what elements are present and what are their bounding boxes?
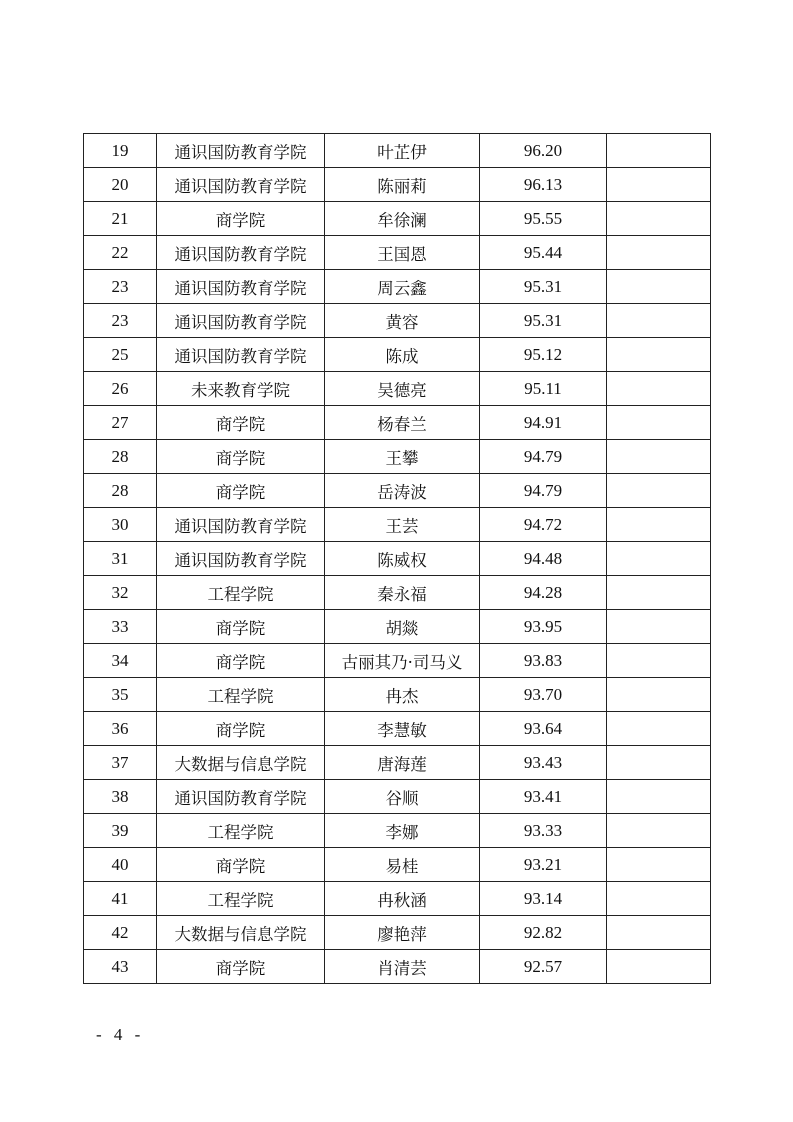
name-cell: 岳涛波 bbox=[325, 474, 480, 508]
table-row bbox=[84, 542, 711, 576]
name-cell: 黄容 bbox=[325, 304, 480, 338]
college-cell: 通识国防教育学院 bbox=[157, 236, 325, 270]
table-row bbox=[84, 610, 711, 644]
score-cell: 95.12 bbox=[480, 338, 607, 372]
name-cell: 周云鑫 bbox=[325, 270, 480, 304]
score-cell: 93.41 bbox=[480, 780, 607, 814]
score-cell: 94.48 bbox=[480, 542, 607, 576]
table-row bbox=[84, 168, 711, 202]
rank-cell: 23 bbox=[84, 270, 157, 304]
table-row bbox=[84, 712, 711, 746]
score-cell: 93.14 bbox=[480, 882, 607, 916]
college-cell: 商学院 bbox=[157, 406, 325, 440]
name-cell: 谷顺 bbox=[325, 780, 480, 814]
college-cell: 商学院 bbox=[157, 950, 325, 984]
score-cell: 94.91 bbox=[480, 406, 607, 440]
score-cell: 95.55 bbox=[480, 202, 607, 236]
rank-cell: 34 bbox=[84, 644, 157, 678]
name-cell: 杨春兰 bbox=[325, 406, 480, 440]
name-cell: 肖清芸 bbox=[325, 950, 480, 984]
score-cell: 94.79 bbox=[480, 474, 607, 508]
name-cell: 冉秋涵 bbox=[325, 882, 480, 916]
name-cell: 王芸 bbox=[325, 508, 480, 542]
note-cell bbox=[607, 474, 711, 508]
college-cell: 商学院 bbox=[157, 440, 325, 474]
table-row bbox=[84, 304, 711, 338]
rank-cell: 41 bbox=[84, 882, 157, 916]
college-cell: 商学院 bbox=[157, 848, 325, 882]
score-cell: 92.57 bbox=[480, 950, 607, 984]
note-cell bbox=[607, 576, 711, 610]
name-cell: 廖艳萍 bbox=[325, 916, 480, 950]
rank-cell: 35 bbox=[84, 678, 157, 712]
score-cell: 92.82 bbox=[480, 916, 607, 950]
name-cell: 秦永福 bbox=[325, 576, 480, 610]
score-cell: 93.95 bbox=[480, 610, 607, 644]
table-row bbox=[84, 780, 711, 814]
name-cell: 陈威权 bbox=[325, 542, 480, 576]
note-cell bbox=[607, 304, 711, 338]
rank-cell: 39 bbox=[84, 814, 157, 848]
college-cell: 大数据与信息学院 bbox=[157, 916, 325, 950]
name-cell: 王国恩 bbox=[325, 236, 480, 270]
score-cell: 93.64 bbox=[480, 712, 607, 746]
note-cell bbox=[607, 508, 711, 542]
score-cell: 94.28 bbox=[480, 576, 607, 610]
rank-cell: 40 bbox=[84, 848, 157, 882]
college-cell: 未来教育学院 bbox=[157, 372, 325, 406]
rank-cell: 32 bbox=[84, 576, 157, 610]
note-cell bbox=[607, 202, 711, 236]
table-row bbox=[84, 916, 711, 950]
name-cell: 李娜 bbox=[325, 814, 480, 848]
note-cell bbox=[607, 134, 711, 168]
rank-cell: 28 bbox=[84, 440, 157, 474]
table-row bbox=[84, 474, 711, 508]
score-cell: 93.33 bbox=[480, 814, 607, 848]
score-cell: 95.31 bbox=[480, 270, 607, 304]
rank-cell: 38 bbox=[84, 780, 157, 814]
rank-cell: 30 bbox=[84, 508, 157, 542]
table-row bbox=[84, 372, 711, 406]
table-row bbox=[84, 134, 711, 168]
table-row bbox=[84, 644, 711, 678]
table-row bbox=[84, 848, 711, 882]
score-cell: 95.44 bbox=[480, 236, 607, 270]
table-row bbox=[84, 202, 711, 236]
note-cell bbox=[607, 746, 711, 780]
name-cell: 冉杰 bbox=[325, 678, 480, 712]
name-cell: 王攀 bbox=[325, 440, 480, 474]
rank-cell: 22 bbox=[84, 236, 157, 270]
table-row bbox=[84, 406, 711, 440]
college-cell: 商学院 bbox=[157, 610, 325, 644]
table-row bbox=[84, 440, 711, 474]
score-cell: 96.20 bbox=[480, 134, 607, 168]
score-cell: 93.70 bbox=[480, 678, 607, 712]
table-row bbox=[84, 338, 711, 372]
college-cell: 商学院 bbox=[157, 644, 325, 678]
college-cell: 商学院 bbox=[157, 202, 325, 236]
note-cell bbox=[607, 950, 711, 984]
table-row bbox=[84, 270, 711, 304]
name-cell: 吴德亮 bbox=[325, 372, 480, 406]
rank-cell: 27 bbox=[84, 406, 157, 440]
rank-cell: 42 bbox=[84, 916, 157, 950]
note-cell bbox=[607, 780, 711, 814]
note-cell bbox=[607, 882, 711, 916]
college-cell: 通识国防教育学院 bbox=[157, 168, 325, 202]
note-cell bbox=[607, 406, 711, 440]
score-cell: 93.83 bbox=[480, 644, 607, 678]
rank-cell: 33 bbox=[84, 610, 157, 644]
name-cell: 易桂 bbox=[325, 848, 480, 882]
name-cell: 陈丽莉 bbox=[325, 168, 480, 202]
name-cell: 李慧敏 bbox=[325, 712, 480, 746]
note-cell bbox=[607, 848, 711, 882]
college-cell: 通识国防教育学院 bbox=[157, 134, 325, 168]
rank-cell: 28 bbox=[84, 474, 157, 508]
table-row bbox=[84, 576, 711, 610]
note-cell bbox=[607, 236, 711, 270]
college-cell: 通识国防教育学院 bbox=[157, 780, 325, 814]
college-cell: 工程学院 bbox=[157, 882, 325, 916]
name-cell: 牟徐澜 bbox=[325, 202, 480, 236]
rank-cell: 31 bbox=[84, 542, 157, 576]
score-cell: 94.79 bbox=[480, 440, 607, 474]
score-cell: 95.31 bbox=[480, 304, 607, 338]
note-cell bbox=[607, 610, 711, 644]
college-cell: 商学院 bbox=[157, 474, 325, 508]
rank-cell: 21 bbox=[84, 202, 157, 236]
college-cell: 工程学院 bbox=[157, 678, 325, 712]
rank-cell: 25 bbox=[84, 338, 157, 372]
ranking-table bbox=[83, 133, 711, 984]
college-cell: 工程学院 bbox=[157, 576, 325, 610]
note-cell bbox=[607, 712, 711, 746]
college-cell: 通识国防教育学院 bbox=[157, 508, 325, 542]
table-body bbox=[84, 134, 711, 984]
table-row bbox=[84, 678, 711, 712]
college-cell: 工程学院 bbox=[157, 814, 325, 848]
score-cell: 96.13 bbox=[480, 168, 607, 202]
note-cell bbox=[607, 542, 711, 576]
college-cell: 通识国防教育学院 bbox=[157, 338, 325, 372]
table-row bbox=[84, 236, 711, 270]
college-cell: 通识国防教育学院 bbox=[157, 270, 325, 304]
name-cell: 陈成 bbox=[325, 338, 480, 372]
rank-cell: 43 bbox=[84, 950, 157, 984]
table-row bbox=[84, 950, 711, 984]
rank-cell: 20 bbox=[84, 168, 157, 202]
note-cell bbox=[607, 814, 711, 848]
note-cell bbox=[607, 270, 711, 304]
rank-cell: 26 bbox=[84, 372, 157, 406]
table-row bbox=[84, 508, 711, 542]
score-cell: 93.43 bbox=[480, 746, 607, 780]
rank-cell: 19 bbox=[84, 134, 157, 168]
note-cell bbox=[607, 168, 711, 202]
note-cell bbox=[607, 678, 711, 712]
note-cell bbox=[607, 916, 711, 950]
score-cell: 93.21 bbox=[480, 848, 607, 882]
table-row bbox=[84, 746, 711, 780]
rank-cell: 36 bbox=[84, 712, 157, 746]
note-cell bbox=[607, 644, 711, 678]
rank-cell: 37 bbox=[84, 746, 157, 780]
college-cell: 通识国防教育学院 bbox=[157, 542, 325, 576]
name-cell: 古丽其乃·司马义 bbox=[325, 644, 480, 678]
note-cell bbox=[607, 338, 711, 372]
name-cell: 叶芷伊 bbox=[325, 134, 480, 168]
table-row bbox=[84, 882, 711, 916]
page-number: - 4 - bbox=[96, 1025, 145, 1044]
name-cell: 胡燚 bbox=[325, 610, 480, 644]
rank-cell: 23 bbox=[84, 304, 157, 338]
note-cell bbox=[607, 440, 711, 474]
name-cell: 唐海莲 bbox=[325, 746, 480, 780]
score-cell: 94.72 bbox=[480, 508, 607, 542]
note-cell bbox=[607, 372, 711, 406]
score-cell: 95.11 bbox=[480, 372, 607, 406]
college-cell: 通识国防教育学院 bbox=[157, 304, 325, 338]
college-cell: 大数据与信息学院 bbox=[157, 746, 325, 780]
table-row bbox=[84, 814, 711, 848]
college-cell: 商学院 bbox=[157, 712, 325, 746]
